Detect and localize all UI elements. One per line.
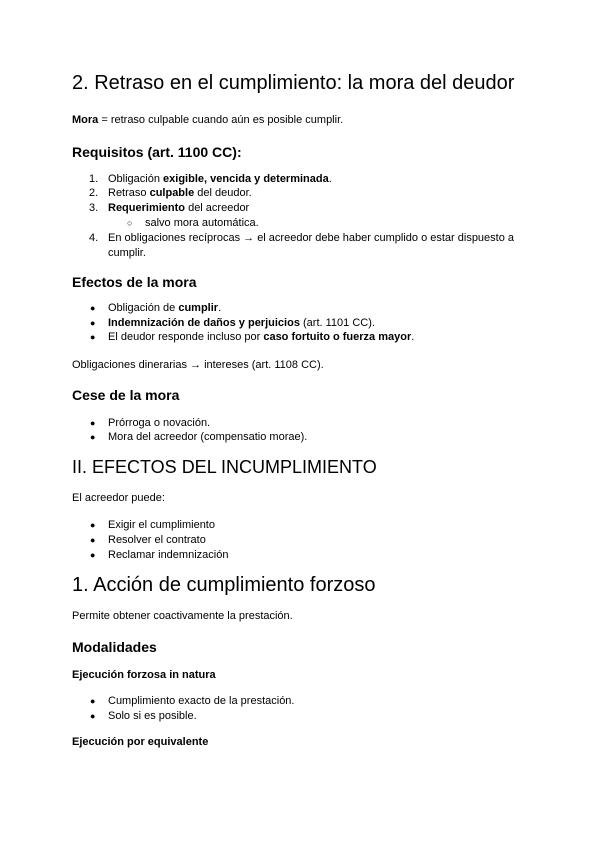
in-natura-heading: Ejecución forzosa in natura — [72, 669, 216, 681]
list-number: 3. — [89, 202, 99, 214]
efectos-incumplimiento-title: II. EFECTOS DEL INCUMPLIMIENTO — [72, 457, 377, 477]
list-item-text — [108, 202, 249, 214]
list-number: 2. — [89, 187, 99, 199]
list-item-text: Prórroga o novación. — [108, 417, 211, 429]
bullet-icon: ● — [90, 696, 96, 706]
bold-segment: cumplir — [178, 302, 219, 314]
requisitos-heading: Requisitos (art. 1100 CC): — [72, 144, 242, 160]
bullet-icon: ● — [90, 318, 96, 328]
text-segment: . — [411, 331, 415, 343]
bold-segment: exigible, vencida y determinada — [163, 173, 329, 185]
list-item-text: Mora del acreedor (compensatio morae). — [108, 431, 308, 443]
bullet-icon: ● — [90, 535, 96, 545]
list-item-text — [108, 302, 221, 314]
list-item-text — [108, 173, 332, 185]
mora-term: Mora — [72, 114, 99, 126]
text-segment: del deudor. — [194, 187, 252, 199]
bold-segment: Indemnización de daños y perjuicios — [108, 317, 300, 329]
list-number: 1. — [89, 173, 99, 185]
modalidades-heading: Modalidades — [72, 639, 157, 655]
equivalente-heading: Ejecución por equivalente — [72, 736, 209, 748]
bullet-icon: ● — [90, 303, 96, 313]
list-item-text — [108, 331, 414, 343]
text-segment: del acreedor — [185, 202, 250, 214]
mora-definition-text: = retraso culpable cuando aún es posible cumplir. — [98, 114, 344, 126]
section-title-mora: 2. Retraso en el cumplimiento: la mora del deudor — [72, 72, 515, 94]
accion-title: 1. Acción de cumplimiento forzoso — [72, 574, 376, 596]
text-segment: (art. 1101 CC). — [299, 317, 375, 329]
bold-segment: caso fortuito o fuerza mayor — [263, 331, 412, 343]
efectos-note: Obligaciones dinerarias → intereses (art. 1108 CC). — [72, 359, 324, 371]
bold-segment: culpable — [149, 187, 195, 199]
list-item-text: Exigir el cumplimiento — [108, 519, 215, 531]
list-item-text: En obligaciones recíprocas → el acreedor debe haber cumplido o estar dispuesto a — [108, 232, 515, 244]
list-item-text-continued: cumplir. — [108, 247, 146, 259]
text-segment: Retraso — [108, 187, 150, 199]
bullet-icon: ● — [90, 432, 96, 442]
bullet-icon: ● — [90, 418, 96, 428]
efectos-incumplimiento-intro: El acreedor puede: — [72, 492, 165, 504]
text-segment: . — [218, 302, 222, 314]
bullet-icon: ● — [90, 332, 96, 342]
list-item-text — [108, 317, 375, 329]
text-segment: Obligación de — [108, 302, 179, 314]
accion-intro: Permite obtener coactivamente la prestación. — [72, 610, 293, 622]
efectos-heading: Efectos de la mora — [72, 274, 197, 290]
mora-definition — [72, 114, 343, 126]
list-item-text: Resolver el contrato — [108, 534, 206, 546]
list-item-text: Cumplimiento exacto de la prestación. — [108, 695, 295, 707]
circle-bullet-icon: ○ — [127, 218, 133, 228]
bold-segment: Requerimiento — [108, 202, 186, 214]
list-item-text: Reclamar indemnización — [108, 549, 229, 561]
cese-heading: Cese de la mora — [72, 387, 180, 403]
bullet-icon: ● — [90, 520, 96, 530]
text-segment: . — [328, 173, 332, 185]
sub-list-item-text: salvo mora automática. — [145, 217, 259, 229]
bullet-icon: ● — [90, 550, 96, 560]
list-number: 4. — [89, 232, 99, 244]
list-item-text: Solo si es posible. — [108, 710, 197, 722]
text-segment: El deudor responde incluso por — [108, 331, 264, 343]
bullet-icon: ● — [90, 711, 96, 721]
list-item-text — [108, 187, 252, 199]
text-segment: Obligación — [108, 173, 164, 185]
